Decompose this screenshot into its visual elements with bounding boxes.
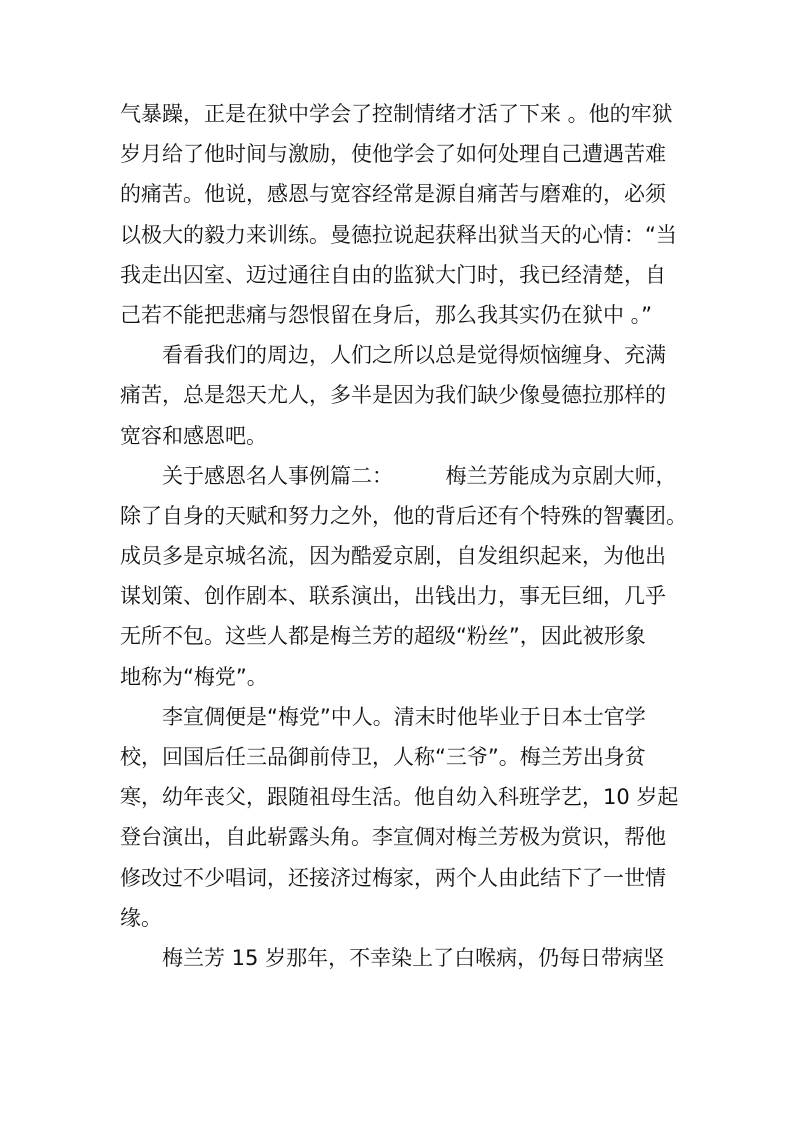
text-line: 梅兰芳 15 岁那年，不幸染上了白喉病，仍每日带病坚 bbox=[120, 945, 665, 970]
text-line: 校，回国后任三品御前侍卫，人称“三爷”。梅兰芳出身贫 bbox=[120, 745, 646, 769]
text-line: 除了自身的天赋和努力之外，他的背后还有个特殊的智囊团。 bbox=[120, 503, 687, 528]
text-line: 无所不包。这些人都是梅兰芳的超级“粉丝”，因此被形象 bbox=[120, 624, 646, 649]
text-line: 谋划策、创作剧本、联系演出，出钱出力，事无巨细，几乎 bbox=[120, 584, 666, 609]
text-line: 看看我们的周边，人们之所以总是觉得烦恼缠身、充满 bbox=[120, 343, 666, 368]
text-line: 的痛苦。他说，感恩与宽容经常是源自痛苦与磨难的，必须 bbox=[120, 182, 666, 207]
text-line: 气暴躁，正是在狱中学会了控制情绪才活了下来 。他的牢狱 bbox=[120, 102, 673, 126]
text-line: 修改过不少唱词，还接济过梅家，两个人由此结下了一世情 bbox=[120, 865, 666, 890]
text-line: 岁月给了他时间与激励，使他学会了如何处理自己遭遇苦难 bbox=[120, 142, 666, 167]
text-line: 以极大的毅力来训练。曼德拉说起获释出狱当天的心情：“当 bbox=[120, 222, 677, 247]
text-line: 我走出囚室、迈过通往自由的监狱大门时，我已经清楚，自 bbox=[120, 262, 666, 287]
document-body-text bbox=[120, 94, 687, 978]
text-line: 己若不能把悲痛与怨恨留在身后，那么我其实仍在狱中 。” bbox=[120, 302, 653, 327]
text-line: 李宣倜便是“梅党”中人。清末时他毕业于日本士官学 bbox=[120, 704, 646, 729]
text-line: 登台演出，自此崭露头角。李宣倜对梅兰芳极为赏识，帮他 bbox=[120, 825, 666, 850]
text-line: 缘。 bbox=[120, 905, 162, 930]
text-line: 成员多是京城名流，因为酷爱京剧，自发组织起来，为他出 bbox=[120, 544, 666, 569]
text-line: 痛苦，总是怨天尤人，多半是因为我们缺少像曼德拉那样的 bbox=[120, 383, 666, 408]
text-line: 地称为“梅党”。 bbox=[120, 664, 268, 689]
text-line: 关于感恩名人事例篇二： 梅兰芳能成为京剧大师， bbox=[120, 463, 677, 488]
text-line: 寒，幼年丧父，跟随祖母生活。他自幼入科班学艺，10 岁起 bbox=[120, 785, 679, 810]
text-line: 宽容和感恩吧。 bbox=[120, 423, 267, 448]
